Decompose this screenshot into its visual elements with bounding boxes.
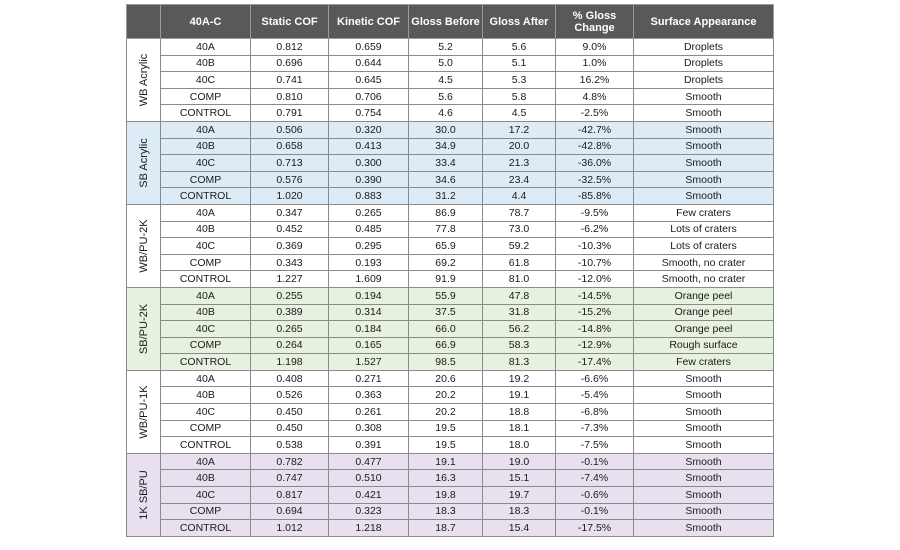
table-row [127, 304, 774, 321]
table-row [127, 204, 774, 221]
static-cof-cell: 0.343 [251, 254, 329, 271]
gloss-change-cell: 4.8% [556, 88, 634, 105]
group-label-cell [127, 287, 161, 370]
table-row [127, 138, 774, 155]
surface-appearance-cell: Orange peel [634, 321, 774, 338]
gloss-change-header: % Gloss Change [556, 5, 634, 39]
sample-cell: 40B [161, 221, 251, 238]
gloss-change-cell: -12.0% [556, 271, 634, 288]
table-row [127, 437, 774, 454]
surface-appearance-cell: Smooth [634, 404, 774, 421]
sample-cell: CONTROL [161, 188, 251, 205]
surface-appearance-cell: Smooth [634, 420, 774, 437]
kinetic-cof-cell: 0.421 [329, 487, 409, 504]
gloss-after-cell: 18.3 [483, 503, 556, 520]
gloss-change-cell: -36.0% [556, 155, 634, 172]
sample-cell: CONTROL [161, 105, 251, 122]
gloss-before-cell: 20.6 [409, 370, 483, 387]
static-cof-cell: 0.576 [251, 171, 329, 188]
kinetic-cof-header: Kinetic COF [329, 5, 409, 39]
kinetic-cof-cell: 0.193 [329, 254, 409, 271]
table-row [127, 88, 774, 105]
gloss-change-cell: -14.5% [556, 287, 634, 304]
gloss-before-cell: 19.5 [409, 437, 483, 454]
gloss-change-cell: -7.3% [556, 420, 634, 437]
static-cof-cell: 1.227 [251, 271, 329, 288]
gloss-before-cell: 33.4 [409, 155, 483, 172]
kinetic-cof-cell: 0.261 [329, 404, 409, 421]
kinetic-cof-cell: 0.659 [329, 39, 409, 56]
gloss-before-cell: 86.9 [409, 204, 483, 221]
surface-appearance-cell: Lots of craters [634, 221, 774, 238]
gloss-after-cell: 19.1 [483, 387, 556, 404]
header-row [127, 5, 774, 39]
kinetic-cof-cell: 0.323 [329, 503, 409, 520]
gloss-before-cell: 20.2 [409, 404, 483, 421]
gloss-after-cell: 18.1 [483, 420, 556, 437]
surface-appearance-cell: Smooth [634, 138, 774, 155]
gloss-before-cell: 69.2 [409, 254, 483, 271]
gloss-before-cell: 65.9 [409, 238, 483, 255]
gloss-change-cell: 9.0% [556, 39, 634, 56]
kinetic-cof-cell: 0.308 [329, 420, 409, 437]
table-row [127, 503, 774, 520]
surface-appearance-cell: Smooth [634, 453, 774, 470]
gloss-after-cell: 15.1 [483, 470, 556, 487]
static-cof-cell: 0.450 [251, 404, 329, 421]
gloss-after-cell: 61.8 [483, 254, 556, 271]
gloss-before-cell: 91.9 [409, 271, 483, 288]
gloss-change-cell: -5.4% [556, 387, 634, 404]
gloss-after-cell: 5.1 [483, 55, 556, 72]
sample-cell: 40A [161, 287, 251, 304]
gloss-after-cell: 59.2 [483, 238, 556, 255]
kinetic-cof-cell: 0.184 [329, 321, 409, 338]
table-row [127, 271, 774, 288]
kinetic-cof-cell: 1.527 [329, 354, 409, 371]
table-row [127, 470, 774, 487]
gloss-before-cell: 4.5 [409, 72, 483, 89]
gloss-change-cell: -0.6% [556, 487, 634, 504]
gloss-change-cell: -32.5% [556, 171, 634, 188]
gloss-change-cell: -15.2% [556, 304, 634, 321]
table-row [127, 188, 774, 205]
sample-cell: 40C [161, 321, 251, 338]
table-row [127, 453, 774, 470]
group-label-cell [127, 39, 161, 122]
kinetic-cof-cell: 0.165 [329, 337, 409, 354]
table-row [127, 105, 774, 122]
gloss-before-cell: 4.6 [409, 105, 483, 122]
table-header [127, 5, 774, 39]
surface-appearance-cell: Smooth [634, 387, 774, 404]
gloss-before-cell: 66.0 [409, 321, 483, 338]
kinetic-cof-cell: 0.390 [329, 171, 409, 188]
gloss-change-cell: -17.4% [556, 354, 634, 371]
surface-appearance-cell: Rough surface [634, 337, 774, 354]
sample-cell: CONTROL [161, 271, 251, 288]
static-cof-cell: 0.782 [251, 453, 329, 470]
gloss-after-cell: 5.3 [483, 72, 556, 89]
sample-cell: 40A [161, 370, 251, 387]
surface-appearance-cell: Few craters [634, 204, 774, 221]
static-cof-cell: 0.369 [251, 238, 329, 255]
table-row [127, 287, 774, 304]
surface-appearance-cell: Smooth [634, 487, 774, 504]
surface-appearance-cell: Smooth, no crater [634, 271, 774, 288]
surface-appearance-cell: Droplets [634, 72, 774, 89]
gloss-change-cell: -2.5% [556, 105, 634, 122]
sample-cell: COMP [161, 254, 251, 271]
group-label: SB Acrylic [137, 138, 150, 188]
group-label: SB/PU-2K [137, 303, 150, 354]
gloss-before-cell: 30.0 [409, 121, 483, 138]
static-cof-cell: 0.264 [251, 337, 329, 354]
static-cof-cell: 0.408 [251, 370, 329, 387]
gloss-after-cell: 18.8 [483, 404, 556, 421]
kinetic-cof-cell: 0.271 [329, 370, 409, 387]
surface-appearance-cell: Smooth, no crater [634, 254, 774, 271]
gloss-after-cell: 17.2 [483, 121, 556, 138]
gloss-after-cell: 73.0 [483, 221, 556, 238]
kinetic-cof-cell: 0.314 [329, 304, 409, 321]
table-row [127, 321, 774, 338]
surface-appearance-cell: Smooth [634, 121, 774, 138]
gloss-change-cell: -6.6% [556, 370, 634, 387]
gloss-before-cell: 5.6 [409, 88, 483, 105]
gloss-after-cell: 23.4 [483, 171, 556, 188]
gloss-before-cell: 18.3 [409, 503, 483, 520]
gloss-after-cell: 4.4 [483, 188, 556, 205]
table-row [127, 171, 774, 188]
table-body [127, 39, 774, 537]
surface-appearance-cell: Smooth [634, 155, 774, 172]
kinetic-cof-cell: 0.295 [329, 238, 409, 255]
gloss-before-header: Gloss Before [409, 5, 483, 39]
kinetic-cof-cell: 0.265 [329, 204, 409, 221]
group-label-cell [127, 370, 161, 453]
table-row [127, 370, 774, 387]
static-cof-cell: 1.020 [251, 188, 329, 205]
sample-cell: 40B [161, 138, 251, 155]
gloss-after-cell: 78.7 [483, 204, 556, 221]
group-column-header [127, 5, 161, 39]
table-row [127, 55, 774, 72]
gloss-after-cell: 31.8 [483, 304, 556, 321]
table-row [127, 404, 774, 421]
gloss-before-cell: 18.7 [409, 520, 483, 537]
group-label-cell [127, 453, 161, 536]
static-cof-cell: 0.810 [251, 88, 329, 105]
gloss-after-cell: 56.2 [483, 321, 556, 338]
surface-appearance-cell: Smooth [634, 105, 774, 122]
static-cof-cell: 0.255 [251, 287, 329, 304]
kinetic-cof-cell: 1.218 [329, 520, 409, 537]
surface-appearance-cell: Lots of craters [634, 238, 774, 255]
kinetic-cof-cell: 0.363 [329, 387, 409, 404]
gloss-after-cell: 47.8 [483, 287, 556, 304]
static-cof-cell: 1.198 [251, 354, 329, 371]
sample-cell: 40B [161, 387, 251, 404]
group-label-cell [127, 204, 161, 287]
gloss-before-cell: 66.9 [409, 337, 483, 354]
sample-cell: 40A [161, 204, 251, 221]
sample-cell: COMP [161, 88, 251, 105]
table-row [127, 155, 774, 172]
sample-cell: CONTROL [161, 354, 251, 371]
static-cof-cell: 0.817 [251, 487, 329, 504]
sample-cell: 40C [161, 72, 251, 89]
results-table [126, 4, 774, 537]
gloss-after-cell: 81.0 [483, 271, 556, 288]
table-row [127, 354, 774, 371]
sample-column-header: 40A-C [161, 5, 251, 39]
sample-cell: 40A [161, 39, 251, 56]
gloss-after-cell: 15.4 [483, 520, 556, 537]
gloss-change-cell: -6.8% [556, 404, 634, 421]
gloss-change-cell: 1.0% [556, 55, 634, 72]
gloss-before-cell: 34.6 [409, 171, 483, 188]
table-row [127, 520, 774, 537]
static-cof-cell: 0.696 [251, 55, 329, 72]
kinetic-cof-cell: 0.320 [329, 121, 409, 138]
gloss-change-cell: -10.7% [556, 254, 634, 271]
sample-cell: 40B [161, 304, 251, 321]
surface-appearance-cell: Droplets [634, 55, 774, 72]
gloss-before-cell: 34.9 [409, 138, 483, 155]
static-cof-cell: 0.450 [251, 420, 329, 437]
static-cof-cell: 0.347 [251, 204, 329, 221]
sample-cell: CONTROL [161, 520, 251, 537]
gloss-before-cell: 5.0 [409, 55, 483, 72]
static-cof-cell: 0.791 [251, 105, 329, 122]
table-row [127, 238, 774, 255]
surface-appearance-cell: Smooth [634, 370, 774, 387]
surface-appearance-cell: Few craters [634, 354, 774, 371]
static-cof-cell: 1.012 [251, 520, 329, 537]
sample-cell: 40A [161, 121, 251, 138]
kinetic-cof-cell: 0.485 [329, 221, 409, 238]
gloss-change-cell: -42.8% [556, 138, 634, 155]
gloss-change-cell: -14.8% [556, 321, 634, 338]
group-label: WB/PU-2K [137, 219, 150, 273]
gloss-after-cell: 19.7 [483, 487, 556, 504]
sample-cell: COMP [161, 420, 251, 437]
surface-appearance-cell: Smooth [634, 470, 774, 487]
gloss-change-cell: -17.5% [556, 520, 634, 537]
static-cof-cell: 0.265 [251, 321, 329, 338]
surface-appearance-cell: Orange peel [634, 304, 774, 321]
gloss-after-cell: 19.0 [483, 453, 556, 470]
static-cof-cell: 0.526 [251, 387, 329, 404]
static-cof-cell: 0.658 [251, 138, 329, 155]
surface-appearance-cell: Smooth [634, 503, 774, 520]
surface-appearance-cell: Smooth [634, 188, 774, 205]
gloss-before-cell: 31.2 [409, 188, 483, 205]
kinetic-cof-cell: 0.300 [329, 155, 409, 172]
gloss-after-cell: 5.6 [483, 39, 556, 56]
gloss-change-cell: -7.5% [556, 437, 634, 454]
sample-cell: COMP [161, 171, 251, 188]
gloss-before-cell: 19.8 [409, 487, 483, 504]
table-row [127, 221, 774, 238]
surface-appearance-header: Surface Appearance [634, 5, 774, 39]
sample-cell: 40B [161, 470, 251, 487]
gloss-after-cell: 18.0 [483, 437, 556, 454]
static-cof-header: Static COF [251, 5, 329, 39]
gloss-before-cell: 19.5 [409, 420, 483, 437]
kinetic-cof-cell: 0.391 [329, 437, 409, 454]
kinetic-cof-cell: 0.754 [329, 105, 409, 122]
table-row [127, 387, 774, 404]
kinetic-cof-cell: 0.194 [329, 287, 409, 304]
gloss-before-cell: 37.5 [409, 304, 483, 321]
kinetic-cof-cell: 0.883 [329, 188, 409, 205]
gloss-change-cell: -9.5% [556, 204, 634, 221]
sample-cell: 40A [161, 453, 251, 470]
gloss-change-cell: -6.2% [556, 221, 634, 238]
group-label-cell [127, 121, 161, 204]
static-cof-cell: 0.538 [251, 437, 329, 454]
static-cof-cell: 0.747 [251, 470, 329, 487]
gloss-after-cell: 58.3 [483, 337, 556, 354]
kinetic-cof-cell: 0.645 [329, 72, 409, 89]
surface-appearance-cell: Smooth [634, 171, 774, 188]
gloss-change-cell: -0.1% [556, 453, 634, 470]
gloss-change-cell: -10.3% [556, 238, 634, 255]
gloss-change-cell: -42.7% [556, 121, 634, 138]
group-label: WB/PU-1K [137, 385, 150, 439]
gloss-change-cell: -85.8% [556, 188, 634, 205]
gloss-change-cell: -7.4% [556, 470, 634, 487]
kinetic-cof-cell: 0.644 [329, 55, 409, 72]
surface-appearance-cell: Droplets [634, 39, 774, 56]
gloss-before-cell: 20.2 [409, 387, 483, 404]
results-table-container [126, 4, 773, 537]
gloss-before-cell: 5.2 [409, 39, 483, 56]
kinetic-cof-cell: 0.510 [329, 470, 409, 487]
table-row [127, 39, 774, 56]
static-cof-cell: 0.694 [251, 503, 329, 520]
table-row [127, 420, 774, 437]
gloss-change-cell: -12.9% [556, 337, 634, 354]
gloss-change-cell: 16.2% [556, 72, 634, 89]
sample-cell: 40B [161, 55, 251, 72]
sample-cell: 40C [161, 404, 251, 421]
gloss-after-cell: 20.0 [483, 138, 556, 155]
sample-cell: COMP [161, 337, 251, 354]
kinetic-cof-cell: 0.706 [329, 88, 409, 105]
surface-appearance-cell: Smooth [634, 437, 774, 454]
gloss-before-cell: 16.3 [409, 470, 483, 487]
static-cof-cell: 0.389 [251, 304, 329, 321]
gloss-after-cell: 21.3 [483, 155, 556, 172]
static-cof-cell: 0.812 [251, 39, 329, 56]
table-row [127, 337, 774, 354]
gloss-before-cell: 19.1 [409, 453, 483, 470]
static-cof-cell: 0.506 [251, 121, 329, 138]
static-cof-cell: 0.741 [251, 72, 329, 89]
surface-appearance-cell: Smooth [634, 88, 774, 105]
static-cof-cell: 0.452 [251, 221, 329, 238]
kinetic-cof-cell: 0.477 [329, 453, 409, 470]
group-label: 1K SB/PU [137, 470, 150, 520]
gloss-after-cell: 4.5 [483, 105, 556, 122]
sample-cell: COMP [161, 503, 251, 520]
gloss-before-cell: 98.5 [409, 354, 483, 371]
static-cof-cell: 0.713 [251, 155, 329, 172]
gloss-after-cell: 5.8 [483, 88, 556, 105]
gloss-before-cell: 77.8 [409, 221, 483, 238]
table-row [127, 72, 774, 89]
surface-appearance-cell: Orange peel [634, 287, 774, 304]
table-row [127, 254, 774, 271]
gloss-change-cell: -0.1% [556, 503, 634, 520]
kinetic-cof-cell: 0.413 [329, 138, 409, 155]
sample-cell: 40C [161, 238, 251, 255]
gloss-after-header: Gloss After [483, 5, 556, 39]
surface-appearance-cell: Smooth [634, 520, 774, 537]
kinetic-cof-cell: 1.609 [329, 271, 409, 288]
sample-cell: 40C [161, 487, 251, 504]
sample-cell: 40C [161, 155, 251, 172]
table-row [127, 487, 774, 504]
group-label: WB Acrylic [137, 53, 150, 107]
table-row [127, 121, 774, 138]
gloss-after-cell: 81.3 [483, 354, 556, 371]
gloss-before-cell: 55.9 [409, 287, 483, 304]
sample-cell: CONTROL [161, 437, 251, 454]
gloss-after-cell: 19.2 [483, 370, 556, 387]
